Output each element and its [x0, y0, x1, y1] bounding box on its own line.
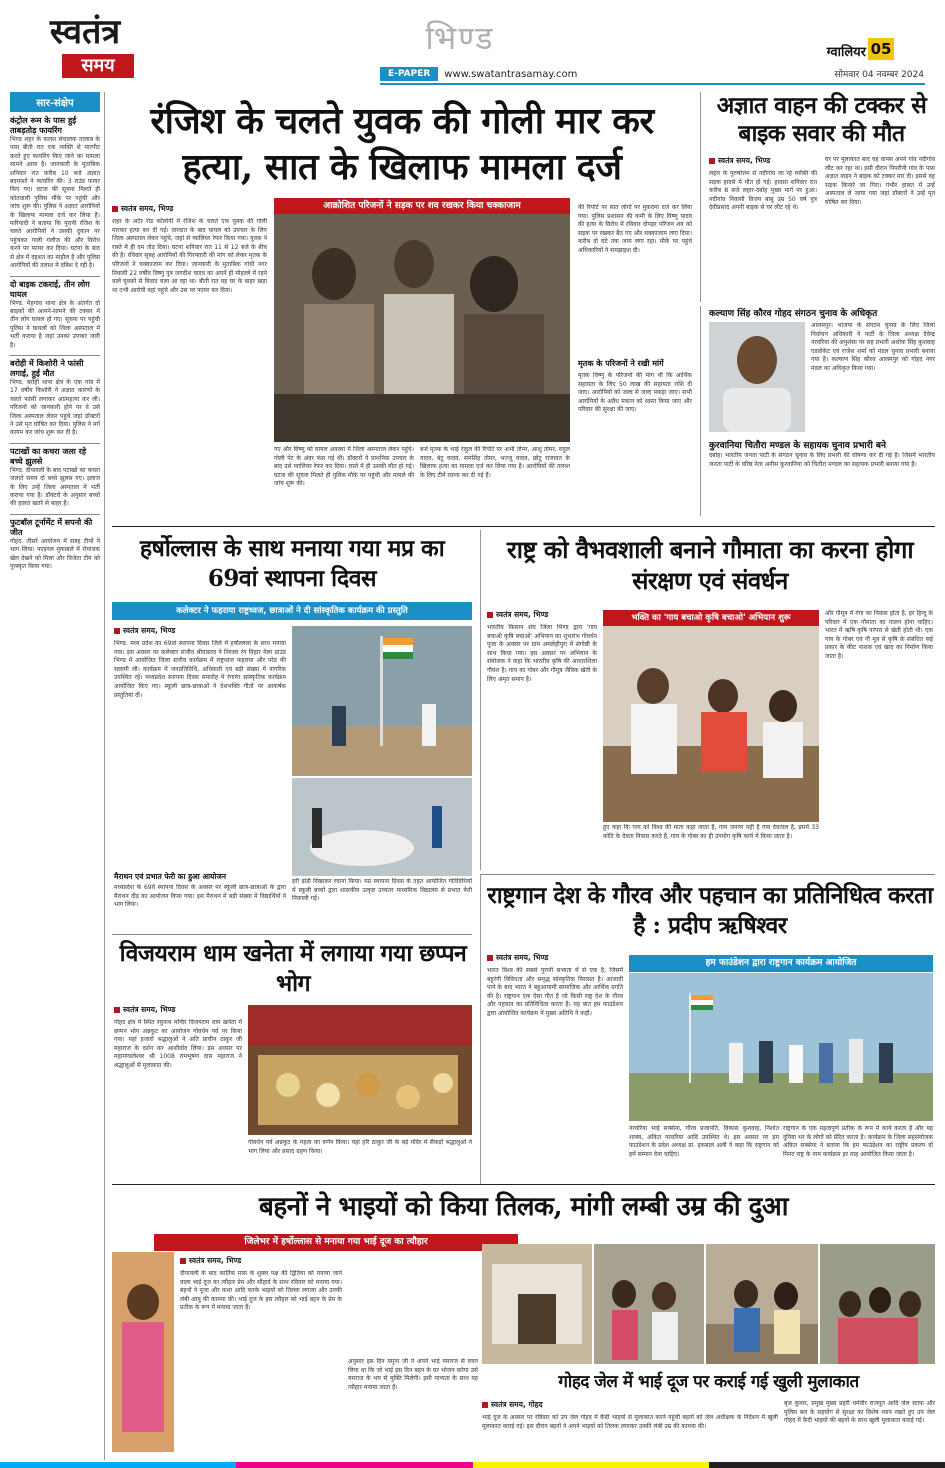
lead-headline: रंजिश के चलते युवक की गोली मार कर हत्या, सात के खिलाफ मामला दर्ज — [150, 100, 654, 188]
gaumata-byline: स्वतंत्र समय, भिण्ड — [487, 610, 597, 620]
foundation-bar: कलेक्टर ने फहराया राष्ट्रध्वज, छात्राओं ने दी सांस्कृतिक कार्यक्रम की प्रस्तुति — [112, 602, 472, 620]
flag-ceremony-photo — [292, 626, 472, 776]
logo[interactable] — [20, 12, 150, 84]
accident-col-2: घर पर मुलाकात बाद वह वापस अपने गांव नदीगांव लौट कर रहा था। इसी दौरान पिपरौनी गांव के पास अज्ञात वाहन ने बाइक को टक्कर मार दी। इससे वह सड़क किनारे जा गिरा। गंभीर हालत में उन्हें अस्पताल ले जाया गया जहां डॉक्टरों ने उन्हें मृत घोषित कर दिया। — [825, 156, 935, 206]
brief-headline: पटाखों का कचरा जला रहे बच्चे झुलसे — [10, 446, 87, 466]
gaumata-caption: हुए कहा कि गाय को विश्व की माता कहा जाता है, गाय जनपर नहीं है गाय देवताल है, इसमें 33 कोटि के देवता निवास करते हैं, गाय के गोबर का ही उपयोग कृषि कार्य में किया जाता है। — [603, 824, 819, 840]
accident-byline: स्वतंत्र समय, भिण्ड — [709, 156, 819, 166]
masthead — [0, 0, 945, 88]
gaumata-photo — [603, 626, 819, 822]
vijayram-story[interactable] — [112, 934, 472, 1184]
parade-photo-image — [292, 778, 472, 876]
foundation-body: भिण्ड. मध्य प्रदेश का 69वां स्थापना दिवस जिले में हर्षोल्लास के साथ मनाया गया। इस अवसर पर कलेक्टर संजीव श्रीवास्तव ने निराला रंग विहार मेला ग्राउंड भिण्ड में आयोजित जिला स्तरीय कार्यक्रम में राष्ट्रध्वज फहराया और परेड की सलामी ली। कार्यक्रम में जनप्रतिनिधि, अधिकारी एवं बड़ी संख्या में नागरिक उपस्थित रहे। मध्यप्रदेश स्थापना दिवस समारोह में रंगारंग सांस्कृतिक कार्यक्रम आयोजित किए गए। स्कूली छात्र-छात्राओं ने देशभक्ति गीतों पर आकर्षक प्रस्तुतियां दीं। — [114, 640, 286, 699]
jail-photo-3 — [706, 1244, 818, 1364]
bhaidooj-byline: स्वतंत्र समय, भिण्ड — [180, 1256, 320, 1266]
brief-item-3[interactable] — [10, 355, 100, 438]
flag-photo — [292, 626, 472, 776]
bhog-offering-photo — [248, 1005, 472, 1135]
brief-body: भिण्ड शहर के कलश संचालक तालाब के पास बीती रात एक व्यक्ति से मारपीट करते हुए फायरिंग किए जाने का मामला सामने आया है। जानकारी के मुताबिक शनिवार रात करीब 10 बजे अज्ञात बदमाशों ने फायरिंग की। 3 राउंड फायर किए गए। घटना की सूचना मिलते ही कोतवाली पुलिस मौके पर पहुंची और जांच शुरू की। पुलिस ने अज्ञात आरोपियों के खिलाफ मामला दर्ज कर लिया है। फरियादी ने बताया कि पुरानी रंजिश के चलते आरोपियों ने उसकी दुकान पर पहुंचकर गाली गलौज की और विरोध करने पर फायर कर दिया। घटना के बाद से क्षेत्र में दहशत का माहौल है और पुलिस आरोपियों की तलाश में दबिश दे रही है। — [10, 136, 100, 270]
anthem-story[interactable] — [480, 874, 935, 1184]
jail-gate-photo — [482, 1244, 592, 1364]
gaumata-headline: राष्ट्र को वैभवशाली बनाने गौमाता का करना होगा संरक्षण एवं संवर्धन — [506, 535, 914, 595]
vijayram-caption: गोवर्धन पर्व अन्नकूट के महत्व का वर्णन किया। यहां हरि ठाकुर जी के बड़े मंदिर में सैकड़ों श्रद्धालुओं ने भाग लिया और प्रसाद ग्रहण किया। — [248, 1139, 472, 1155]
brief-item-1[interactable] — [10, 116, 100, 271]
color-registration-strip — [0, 1462, 945, 1468]
jail-byline: स्वतंत्र समय, गोहद — [482, 1400, 622, 1410]
jail-photo-1 — [482, 1244, 592, 1364]
lead-col-1: शहर के अटेर रोड कॉलोनी में रंजिश के चलते एक युवक की गोली मारकर हत्या कर दी गई। वारदात के बाद घायल को उपचार के लिए जिला अस्पताल लेकर पहुंचे, जहां से ग्वालियर रेफर किया गया। युवक ने रास्ते में ही दम तोड़ दिया। घटना शनिवार रात 11 से 12 बजे के बीच की है। रविवार सुबह आरोपियों की गिरफ्तारी की मांग को लेकर मृतक के परिजनों ने चक्काजाम कर दिया। जानकारी के मुताबिक गांधी नगर निवासी 22 वर्षीय विष्णु पुत्र जगदीश यादव का अपने ही मोहल्ले में रहने वाले युवकों से विवाद चला आ रहा था। बीती रात वह घर के बाहर खड़ा था तभी आरोपी वहां पहुंचे और उस पर फायर कर दिया। — [112, 218, 267, 294]
site-url[interactable]: www.swatantrasamay.com — [444, 68, 578, 80]
brief-sidebar — [10, 92, 105, 1460]
brief-body: गोहद. तीसरे आयोजन में सत्रह टीमों ने भाग लिया। फाइनल मुकाबले में रोमांचक खेल देखने को मिला और विजेता टीम को पुरस्कृत किया गया। — [10, 537, 100, 571]
vijayram-headline: विजयराम धाम खनेता में लगाया गया छप्पन भोग — [119, 940, 467, 997]
parade-photo — [292, 778, 472, 876]
appointment-story[interactable] — [700, 306, 935, 516]
gaumata-col-1: भारतीय किसान संघ जिला भिण्ड द्वारा 'गाय बचाओ कृषि बचाओ' अभियान का शुभारंभ गोवर्धन पूजा के अवसर पर ग्राम अमलेहीपुरा में संगोष्ठी के साथ किया गया। इस अवसर पर अभियान के संयोजक ने कहा कि भारतीय कृषि की आधारशिला गौवंश है। गाय का गोबर और गौमूत्र जैविक खेती के लिए अमृत समान है। — [487, 624, 597, 683]
prayer-meeting-photo — [603, 626, 819, 822]
bhaidooj-photo — [112, 1252, 174, 1452]
epaper-label[interactable]: E-PAPER — [380, 67, 438, 81]
section-title: भिण्ड — [425, 19, 495, 57]
lead-col-3: बजे मृतक के भाई राहुल की रिपोर्ट पर अभी तोमर, आशु तोमर, राहुल यादव, बंटू यादव, समसिंह तोमर, भज्जू यादव, छोटू राजावत के खिलाफ हत्या का मामला दर्ज कर लिया गया है। आरोपियों की तलाश के लिए टीमें रवाना कर दी गई हैं। — [420, 446, 570, 479]
foundation-day-story[interactable] — [112, 530, 472, 930]
appointment-body: आलमपुर। भाजपा के संगठन चुनाव के लिए जिला निर्वाचन अधिकारी ने पार्टी के जिला अध्यक्ष देवेन्द्र नरवरिया की अनुशंसा पर सह प्रभारी अशोक सिंह कुशवाह एडवोकेट एवं राजेश शर्मा को मंडल चुनाव प्रभारी बनाया गया है। कल्याण सिंह कौरव आलमपुर को गोहद नगर मंडल का अधिकृत किया गया। — [811, 322, 935, 372]
gaumata-col-2: और गौमूत्र में गंगा का निवास होता है, हर हिन्दू के परिवार में एक गौमाता का पालन होना चाहिए। भारत में ऋषि कृषि परंपरा से खेती होती थी। एक गाय के गोबर एवं गौ मूत्र से कृषि के संबंधित कई प्रकार के कीट नाशक एवं खाद का निर्माण किया जाता है। — [825, 610, 933, 660]
bhaidooj-body-2: अनुसार इस दिन यमुना जी ने अपने भाई यमराज से वचन लिया था कि जो भाई इस दिन बहन के घर भोजन करेगा उसे यमराज के भय से मुक्ति मिलेगी। इसी मान्यता के साथ यह त्यौहार मनाया जाता है। — [348, 1358, 478, 1391]
issue-date: सोमवार 04 नवम्बर 2024 — [834, 70, 924, 80]
brief-item-2[interactable] — [10, 276, 100, 350]
city-label: ग्वालियर — [826, 45, 866, 60]
brief-headline: दो बाइक टकराई, तीन लोग घायल — [10, 279, 90, 299]
jail-headline: गोहद जेल में भाई दूज पर कराई गई खुली मुलाकात — [558, 1372, 859, 1392]
gaumata-bar: भक्ति का 'गाय बचाओ कृषि बचाओ' अभियान शुरू — [603, 610, 819, 626]
epaper-strip — [380, 66, 800, 82]
logo-bottom: समय — [62, 54, 134, 78]
anthem-caption: नरवरिया भाई सक्सेना, गौरव प्रजापति, विकास कुशवाह, निशांत शाक्य, अंकित नरवरिया आदि उपस्थित थे। इस अवसर पर हम फाउंडेशन के प्रदेश अध्यक्ष प्रा. इकबाल अली ने कहा कि राष्ट्रगान को हमें सम्मान देना चाहिए। — [629, 1125, 779, 1158]
page-number: 05 — [868, 38, 894, 60]
tilak-photo — [112, 1252, 174, 1452]
brief-body: भिण्ड. बरोही थाना क्षेत्र के एक गांव में 17 वर्षीय किशोरी ने अज्ञात कारणों के चलते फांसी लगाकर आत्महत्या कर ली। परिजनों को जानकारी होने पर वे उसे जिला अस्पताल लेकर पहुंचे जहां डॉक्टरों ने उसे मृत घोषित कर दिया। पुलिस ने मर्ग कायम कर जांच शुरू कर दी है। — [10, 378, 100, 437]
jail-photo-2 — [594, 1244, 704, 1364]
brief-headline: बरोही में किशोरी ने फांसी लगाई, हुई मौत — [10, 358, 84, 378]
lead-photo — [274, 214, 570, 442]
vijayram-photo — [248, 1005, 472, 1135]
brief-body: भिण्ड. दीपावली के बाद पटाखों का कचरा जलाते समय दो बच्चे झुलस गए। इलाज के लिए उन्हें जिला अस्पताल में भर्ती कराया गया है। डॉक्टरों के अनुसार बच्चों की हालत खतरे से बाहर है। — [10, 466, 100, 508]
anthem-caption-2: राष्ट्रगान के एक महत्वपूर्ण प्रतीक के रूप में कार्य करता है और यह दुनिया भर के लोगों को प्रेरित करता है। कार्यक्रम के जिला सहसंयोजक अंकित सक्सेना ने बताया कि हम फाउंडेशन का राष्ट्रीय प्रकल्प दो मिनट राष्ट्र के नाम कार्यक्रम हर माह आयोजित किया जाता है। — [783, 1125, 933, 1158]
appointment-body-2: दबोह। भारतीय जनता पार्टी के संगठन चुनाव के लिए प्रभारी की घोषणा कर दी गई है। जिसमें भारतीय जनता पार्टी के वरिष्ठ नेता अनीस कुरवानिया को चितौरा मण्डल का सहायक प्रभारी बनाया गया है। — [709, 452, 935, 468]
foundation-body-2: मध्यप्रदेश के 69वें स्थापना दिवस के अवसर पर स्कूली छात्र-छात्राओं के द्वारा मैराथन दौड़ का आयोजन किया गया। इस मैराथन में बड़ी संख्या में विद्यार्थियों ने भाग लिया। — [114, 884, 286, 909]
lead-story[interactable] — [112, 92, 692, 522]
anthem-headline: राष्ट्रगान देश के गौरव और पहचान का प्रतिनिधित्व करता है : प्रदीप ऋषिश्वर — [487, 882, 933, 939]
appointment-headline: कल्याण सिंह कौरव गोहद संगठन चुनाव के अधिकृत — [709, 309, 878, 319]
gaumata-story[interactable] — [480, 530, 935, 870]
accident-story[interactable] — [700, 92, 935, 302]
anthem-photo — [629, 973, 933, 1121]
brief-item-5[interactable] — [10, 514, 100, 572]
appointee-photo — [709, 322, 805, 432]
row-divider — [112, 526, 935, 527]
appointment-subhead: कुरवानिया चितौरा मण्डल के सहायक चुनाव प्रभारी बने — [709, 441, 887, 451]
jail-body-2: बृज कुमार, प्रमुख मुख्य प्रहरी धर्मवीर राजपूत आदि जेल स्टाफ और पुलिस बल के सहयोग से सुरक्षा का विशेष ध्यान रखते हुए उप जेल गोहद में कैदी भाइयों की बहनों के साथ खुली मुलाकात कराई गई। — [784, 1400, 935, 1425]
lead-byline: स्वतंत्र समय, भिण्ड — [112, 204, 272, 214]
anthem-byline: स्वतंत्र समय, भिण्ड — [487, 953, 607, 963]
vijayram-body: गोहद क्षेत्र में स्थित रघुनाथ मन्दिर विजयराम धाम खनेता में छप्पन भोग अन्नकूट का आयोजन गोवर्धन पर्व पर किया गया। यहां हजारों श्रद्धालुओं ने अति प्राचीन ठाकुर जी महाराज के दर्शन कर आशीर्वाद लिया। इस अवसर पर महामण्डलेश्वर श्री 1008 रामभूषण दास महाराज ने श्रद्धालुओं से मुलाकात की। — [114, 1019, 242, 1069]
family-meeting-photo — [706, 1244, 818, 1364]
jail-body: भाई दूज के अवसर पर रविवार को उप जेल गोहद में कैदी भाइयों से मुलाकात करने पहुंची बहनों को जेल अधीक्षक के निर्देशन में खुली मुलाकात कराई गई। इस दौरान बहनों ने अपने भाइयों को तिलक लगाकर उनकी लंबी उम्र की कामना की। — [482, 1414, 778, 1430]
brief-body: भिण्ड. मेहगांव थाना क्षेत्र के अंतर्गत दो बाइकों की आमने-सामने की टक्कर में तीन लोग घायल हो गए। सूचना पर पहुंची पुलिस ने घायलों को जिला अस्पताल में भर्ती कराया है जहां उनका उपचार जारी है। — [10, 299, 100, 349]
lead-col-4: की रिपोर्ट पर सात लोगों पर मुकदमा दर्ज कर लिया गया। पुलिस प्रशासन की कमी के लिए विष्णु यादव की हत्या के विरोध में रविवार दोपहर परिजन शव को सड़क पर रखकर बैठ गए और चक्काजाम लगा दिया। करीब दो घंटे तक जाम लगा रहा। मौके पर पहुंचे अधिकारियों ने समझाइश दी। — [578, 204, 692, 254]
anthem-body: भारत विश्व की सबसे पुरानी सभ्यता में से एक है, जिसमें बहुरंगी विविधता और समृद्ध सांस्कृतिक विरासत है। आजादी पाने के बाद भारत ने बहुआयामी सामाजिक और आर्थिक प्रगति की है। राष्ट्रगान एक ऐसा गीत है जो किसी राष्ट्र देश के गौरव और पहचान का प्रतिनिधित्व करता है। यह बात हम फाउंडेशन द्वारा आयोजित कार्यक्रम में मुख्य अतिथि ने कही। — [487, 967, 623, 1017]
bhaidooj-story[interactable] — [112, 1186, 935, 1461]
vijayram-byline: स्वतंत्र समय, भिण्ड — [114, 1005, 254, 1015]
crowd-meeting-photo — [820, 1244, 935, 1364]
brief-item-4[interactable] — [10, 443, 100, 509]
foundation-subhead: मैराथन एवं प्रभात फेरी का हुआ आयोजन — [114, 872, 227, 881]
logo-top: स्वतंत्र — [49, 12, 121, 52]
accident-col-1: लहार के पुरुषोत्तम से नदीगांव जा रहे व्यक्ति की सड़क हादसे में मौत हो गई। हादसा शनिवार रात करीब 8 बजे लहार-दबोह मुख्य मार्ग पर हुआ। नदीगांव निवासी विजय बाबू उम्र 50 वर्ष पुत्र देवीप्रसाद अपनी बाइक से घर लौट रहे थे। — [709, 170, 817, 212]
sidebar-title: सार-संक्षेप — [10, 92, 100, 112]
bhaidooj-bar: जिलेभर में हर्षोल्लास से मनाया गया भाई दूज का त्यौहार — [154, 1234, 518, 1251]
lead-photo-caption: आक्रोशित परिजनों ने सड़क पर शव रखकर किया चक्काजाम — [274, 198, 570, 214]
crowd-photo-placeholder — [274, 214, 570, 442]
portrait-icon — [709, 322, 805, 432]
visitors-photo — [594, 1244, 704, 1364]
jail-photo-4 — [820, 1244, 935, 1364]
lead-subhead: मृतक के परिजनों ने रखी मांगें — [578, 359, 664, 368]
row-divider-2 — [112, 1184, 935, 1185]
lead-col-4b: मृतक विष्णु के परिजनों की मांग थी कि आर्थिक सहायता के लिए 50 लाख की सहायता राशि दी जाए। आरोपियों को जल्द से जल्द पकड़ा जाए। सभी आरोपियों के अवैध मकान को ध्वस्त किया जाए और परिवार की सुरक्षा की जाए। — [578, 372, 692, 414]
accident-headline: अज्ञात वाहन की टक्कर से बाइक सवार की मौत — [716, 92, 927, 147]
anthem-bar: हम फाउंडेशन द्वारा राष्ट्रगान कार्यक्रम आयोजित — [629, 955, 933, 972]
foundation-caption: हरी झंडी दिखाकर रवाना किया। मप्र स्थापना दिवस के तहत आयोजित गतिविधियों में स्कूली बच्चों द्वारा शासकीय उत्कृष्ट उच्चतर माध्यमिक विद्यालय से प्रभात फेरी निकाली गई। — [292, 878, 472, 903]
anthem-group-photo — [629, 973, 933, 1121]
foundation-headline: हर्षोल्लास के साथ मनाया गया मप्र का 69वां स्थापना दिवस — [139, 535, 445, 592]
bhaidooj-headline: बहनों ने भाइयों को किया तिलक, मांगी लम्बी उम्र की दुआ — [259, 1192, 788, 1222]
bhaidooj-body: दीपावली के बाद कार्तिक मास के शुक्ल पक्ष की द्वितिया को मनाया जाने वाला भाई दूज का त्यौहार प्रेम और सौहार्द के साथ रविवार को मनाया गया। बहनों ने पूजा और कथा आदि करके भाइयों को तिलक लगाया और उनकी लंबी आयु की कामना की। भाई दूज के इस त्यौहार को भाई बहन के प्रेम के प्रतीक के रूप में मनाया जाता है। — [180, 1270, 342, 1312]
brief-headline: फुटबॉल टूर्नामेंट में सपनो की जीत — [10, 517, 93, 537]
masthead-rule — [380, 83, 925, 85]
brief-headline: कंट्रोल रूम के पास हुई ताबड़तोड़ फायरिंग — [10, 116, 77, 135]
lead-col-2: गए और विष्णु को घायल अवस्था में जिला अस्पताल लेकर पहुंचे। गोली पेट के अंदर फंस गई थी। डॉक्टरों ने प्राथमिक उपचार के बाद उसे ग्वालियर रेफर कर दिया। रास्ते में ही उसकी मौत हो गई। घटना की सूचना मिलते ही पुलिस मौके पर पहुंची और मामले की जांच शुरू की। — [274, 446, 414, 488]
foundation-byline: स्वतंत्र समय, भिण्ड — [114, 626, 284, 636]
